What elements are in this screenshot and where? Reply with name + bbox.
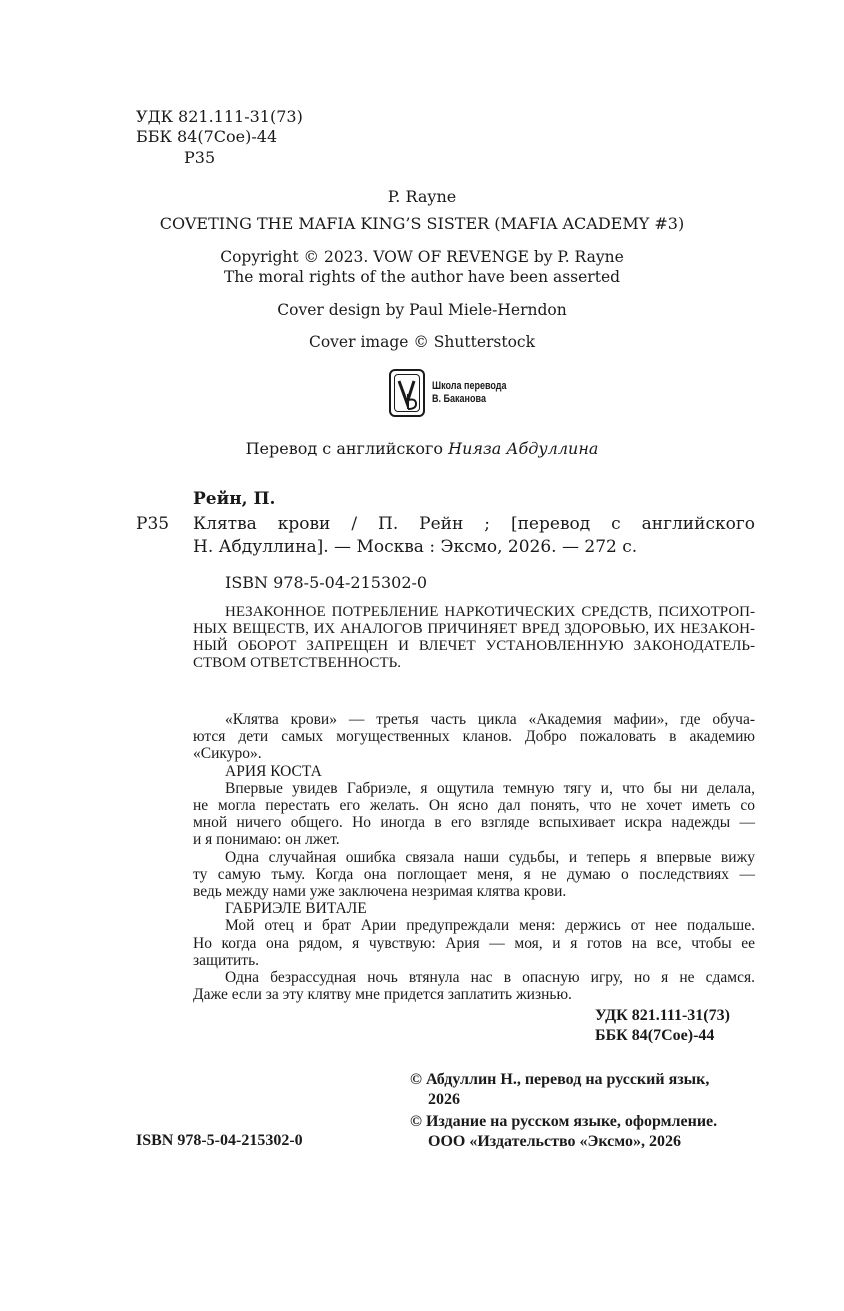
annotation-line: и я понимаю: он лжет. bbox=[193, 831, 340, 849]
aria-heading: АРИЯ КОСТА bbox=[225, 762, 322, 780]
warning-line: СТВОМ ОТВЕТСТВЕННОСТЬ. bbox=[193, 655, 401, 671]
annotation-line: «Клятва крови» — третья часть цикла «Академия мафии», где обуча- bbox=[225, 711, 755, 728]
annotation-line: Одна случайная ошибка связала наши судьбы, и теперь я впервые вижу bbox=[225, 848, 755, 866]
bottom-isbn: ISBN 978-5-04-215302-0 bbox=[136, 1132, 303, 1149]
copyright-1-line-2: 2026 bbox=[428, 1091, 460, 1108]
annotation-line: «Сикуро». bbox=[193, 745, 262, 763]
bottom-udk: УДК 821.111-31(73) bbox=[595, 1007, 730, 1024]
annotation-line: защитить. bbox=[193, 951, 260, 969]
translation-credit bbox=[0, 439, 844, 459]
cover-design-line: Cover design by Paul Miele-Herndon bbox=[277, 301, 567, 319]
bbk-code: ББК 84(7Сое)-44 bbox=[136, 127, 278, 146]
logo-line-2: В. Баканова bbox=[432, 393, 486, 405]
gabriele-heading: ГАБРИЭЛЕ ВИТАЛЕ bbox=[225, 900, 367, 918]
catalog-entry-line-2: Н. Абдуллина]. — Москва : Эксмо, 2026. — 272 с. bbox=[193, 537, 638, 557]
catalog-heading: Рейн, П. bbox=[193, 489, 276, 509]
translation-copyright bbox=[410, 1070, 709, 1110]
original-title: COVETING THE MAFIA KING’S SISTER (MAFIA ACADEMY #3) bbox=[159, 214, 685, 233]
catalog-entry-line-1: Клятва крови / П. Рейн ; [перевод с английского bbox=[193, 514, 755, 534]
bottom-bbk: ББК 84(7Сое)-44 bbox=[595, 1027, 715, 1044]
legal-warning bbox=[193, 604, 755, 672]
copyright-2-line-1: © Издание на русском языке, оформление. bbox=[410, 1113, 718, 1130]
annotation-line: Одна безрассудная ночь втянула нас в опасную игру, но я не сдамся. bbox=[225, 969, 755, 987]
warning-line: НЫХ ВЕЩЕСТВ, ИХ АНАЛОГОВ ПРИЧИНЯЕТ ВРЕД ЗДОРОВЬЮ, ИХ НЕЗАКОН- bbox=[193, 621, 755, 637]
annotation-line: ведь между нами уже заключена незримая клятва крови. bbox=[193, 883, 567, 901]
catalog-mark: Р35 bbox=[136, 514, 170, 534]
author-mark: Р35 bbox=[184, 148, 216, 167]
cover-image-line: Cover image © Shutterstock bbox=[308, 333, 535, 351]
annotation bbox=[193, 711, 755, 1003]
annotation-line: Но когда она рядом, я чувствую: Ария — моя, и я готов на все, чтобы ее bbox=[193, 934, 755, 952]
warning-line: НЫЙ ОБОРОТ ЗАПРЕЩЕН И ВЛЕЧЕТ УСТАНОВЛЕННУЮ ЗАКОНОДАТЕЛЬ- bbox=[193, 638, 755, 654]
catalog-isbn: ISBN 978-5-04-215302-0 bbox=[225, 573, 428, 592]
copyright-1-line-1: © Абдуллин Н., перевод на русский язык, bbox=[410, 1071, 710, 1088]
annotation-line: мной ничего общего. Но иногда в его взгляде вспыхивает искра надежды — bbox=[193, 814, 755, 832]
edition-copyright bbox=[410, 1112, 717, 1152]
translation-prefix: Перевод с английского bbox=[245, 439, 449, 458]
original-author: P. Rayne bbox=[387, 187, 457, 206]
copyright-2-line-2: ООО «Издательство «Эксмо», 2026 bbox=[428, 1133, 681, 1150]
annotation-line: Впервые увидев Габриэле, я ощутила темную тягу и, что бы ни делала, bbox=[225, 779, 755, 797]
moral-rights-line: The moral rights of the author have been asserted bbox=[223, 268, 621, 286]
warning-line: НЕЗАКОННОЕ ПОТРЕБЛЕНИЕ НАРКОТИЧЕСКИХ СРЕДСТВ, ПСИХОТРОП- bbox=[225, 604, 755, 620]
logo-line-1: Школа перевода bbox=[432, 380, 507, 392]
annotation-line: не могла перестать его желать. Он ясно дал понять, что не хочет иметь со bbox=[193, 797, 755, 815]
translation-school-logo-icon bbox=[389, 369, 425, 417]
udk-code: УДК 821.111-31(73) bbox=[136, 107, 303, 126]
translation-school-logo-text bbox=[432, 380, 507, 406]
annotation-line: Мой отец и брат Арии предупреждали меня: держись от нее подальше. bbox=[225, 917, 755, 935]
annotation-line: ются дети самых могущественных кланов. Добро пожаловать в академию bbox=[193, 728, 755, 746]
annotation-line: Даже если за эту клятву мне придется заплатить жизнью. bbox=[193, 986, 572, 1004]
translator-name: Нияза Абдуллина bbox=[448, 439, 599, 458]
copyright-line: Copyright © 2023. VOW OF REVENGE by P. Rayne bbox=[220, 248, 624, 266]
annotation-line: ту самую тьму. Когда она поглощает меня, я не думаю о последствиях — bbox=[193, 865, 755, 883]
